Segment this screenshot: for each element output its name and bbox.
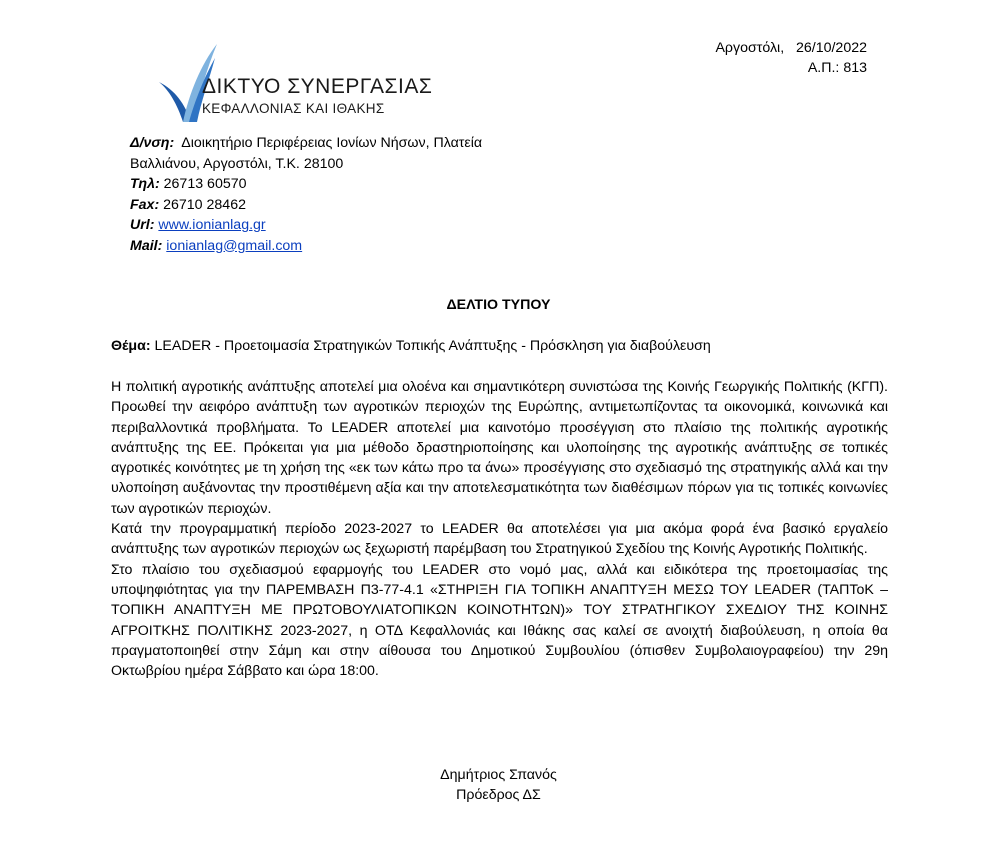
mail-line	[130, 236, 550, 257]
signature-block	[0, 765, 997, 805]
phone-label: Τηλ:	[130, 176, 160, 192]
url-label: Url:	[130, 217, 155, 233]
url-line	[130, 215, 550, 236]
organization-logo	[155, 42, 433, 124]
subject-text: LEADER - Προετοιμασία Στρατηγικών Τοπικής Ανάπτυξης - Πρόσκληση για διαβούλευση	[154, 338, 711, 354]
document-title: ΔΕΛΤΙΟ ΤΥΠΟΥ	[446, 297, 551, 313]
signatory-role: Πρόεδρος ΔΣ	[456, 787, 541, 803]
fax-value: 26710 28462	[163, 196, 246, 213]
subject-label: Θέμα:	[111, 338, 151, 354]
body-paragraph-3: Στο πλαίσιο του σχεδιασμού εφαρμογής του LEADER στο νομό μας, αλλά και ειδικότερα της προετοιμασίας της υποψηφιότητας για την ΠΑΡΕΜΒΑΣΗ Π3-77-4.1 «ΣΤΗΡΙΞΗ ΓΙΑ ΤΟΠΙΚΗ ΑΝΑΠΤΥΞΗ ΜΕΣΩ ΤΟΥ LEADER (ΤΑΠΤοΚ – ΤΟΠΙΚΗ ΑΝΑΠΤΥΞΗ ΜΕ ΠΡΩΤΟΒΟΥΛΙΑΤΟΠΙΚΩΝ ΚΟΙΝΟΤΗΤΩΝ)» ΤΟΥ ΣΤΡΑΤΗΓΙΚΟΥ ΣΧΕΔΙΟΥ ΤΗΣ ΚΟΙΝΗΣ ΑΓΡΟΙΤΚΗΣ ΠΟΛΙΤΙΚΗΣ 2023-2027, η ΟΤΔ Κεφαλλονιάς και Ιθάκης σας καλεί σε ανοιχτή διαβούλευση, η οποία θα πραγματοποιηθεί στην Σάμη και στην αίθουσα του Δημοτικού Συμβουλίου (όπισθεν Συμβολαιογραφείου) την 29η Οκτωβρίου ημέρα Σάββατο και ώρα 18:00.	[111, 561, 888, 680]
document-date: Αργοστόλι, 26/10/2022	[715, 40, 867, 56]
address-line	[130, 133, 550, 154]
date-block	[715, 38, 867, 78]
subject-line	[111, 338, 891, 354]
phone-line	[130, 174, 550, 195]
logo-title: ΔΙΚΤΥΟ ΣΥΝΕΡΓΑΣΙΑΣ	[202, 75, 433, 98]
phone-value: 26713 60570	[163, 176, 247, 192]
mail-label: Mail:	[130, 237, 163, 254]
body-paragraph-2: Κατά την προγραμματική περίοδο 2023-2027 το LEADER θα αποτελέσει για μια ακόμα φορά ένα βασικό εργαλείο ανάπτυξης των αγροτικών περιοχών ως ξεχωριστή παρέμβαση του Στρατηγικού Σχεδίου της Κοινής Αγροτικής Πολιτικής.	[111, 521, 888, 558]
signatory-name: Δημήτριος Σπανός	[440, 767, 557, 783]
address-line-2: Βαλλιάνου, Αργοστόλι, Τ.Κ. 28100	[130, 155, 344, 172]
fax-label: Fax:	[130, 196, 160, 213]
email-link[interactable]: ionianlag@gmail.com	[166, 237, 303, 254]
body-paragraph-1: Η πολιτική αγροτικής ανάπτυξης αποτελεί μια ολοένα και σημαντικότερη συνιστώσα της Κοινής Γεωργικής Πολιτικής (ΚΓΠ). Προωθεί την αειφόρο ανάπτυξη των αγροτικών περιοχών της Ευρώπης, αντιμετωπίζοντας τα οικονομικά, κοινωνικά και περιβαλλοντικά προβλήματα. Το LEADER αποτελεί μια καινοτόμο προσέγγιση στο πλαίσιο της πολιτικής αγροτικής ανάπτυξης της ΕΕ. Πρόκειται για μια μέθοδο δραστηριοποίησης και υλοποίησης της αγροτικής ανάπτυξης σε τοπικές αγροτικές κοινότητες με τη χρήση της «εκ των κάτω προ τα άνω» προσέγγισης στο σχεδιασμό της στρατηγικής αλλά και την υλοποίηση αυξάνοντας την προστιθέμενη αξία και την αποτελεσματικότητα των διαθέσιμων πόρων για τις τοπικές κοινωνίες των αγροτικών περιοχών.	[111, 379, 888, 517]
protocol-number: Α.Π.: 813	[807, 60, 867, 76]
fax-line	[130, 195, 550, 216]
address-label: Δ/νση:	[130, 135, 175, 151]
logo-subtitle: ΚΕΦΑΛΛΟΝΙΑΣ ΚΑΙ ΙΘΑΚΗΣ	[202, 101, 385, 116]
website-link[interactable]: www.ionianlag.gr	[158, 217, 266, 233]
body-text	[111, 377, 888, 681]
address-value: Διοικητήριο Περιφέρειας Ιονίων Νήσων, Πλατεία	[181, 135, 483, 151]
contact-details	[130, 133, 550, 256]
